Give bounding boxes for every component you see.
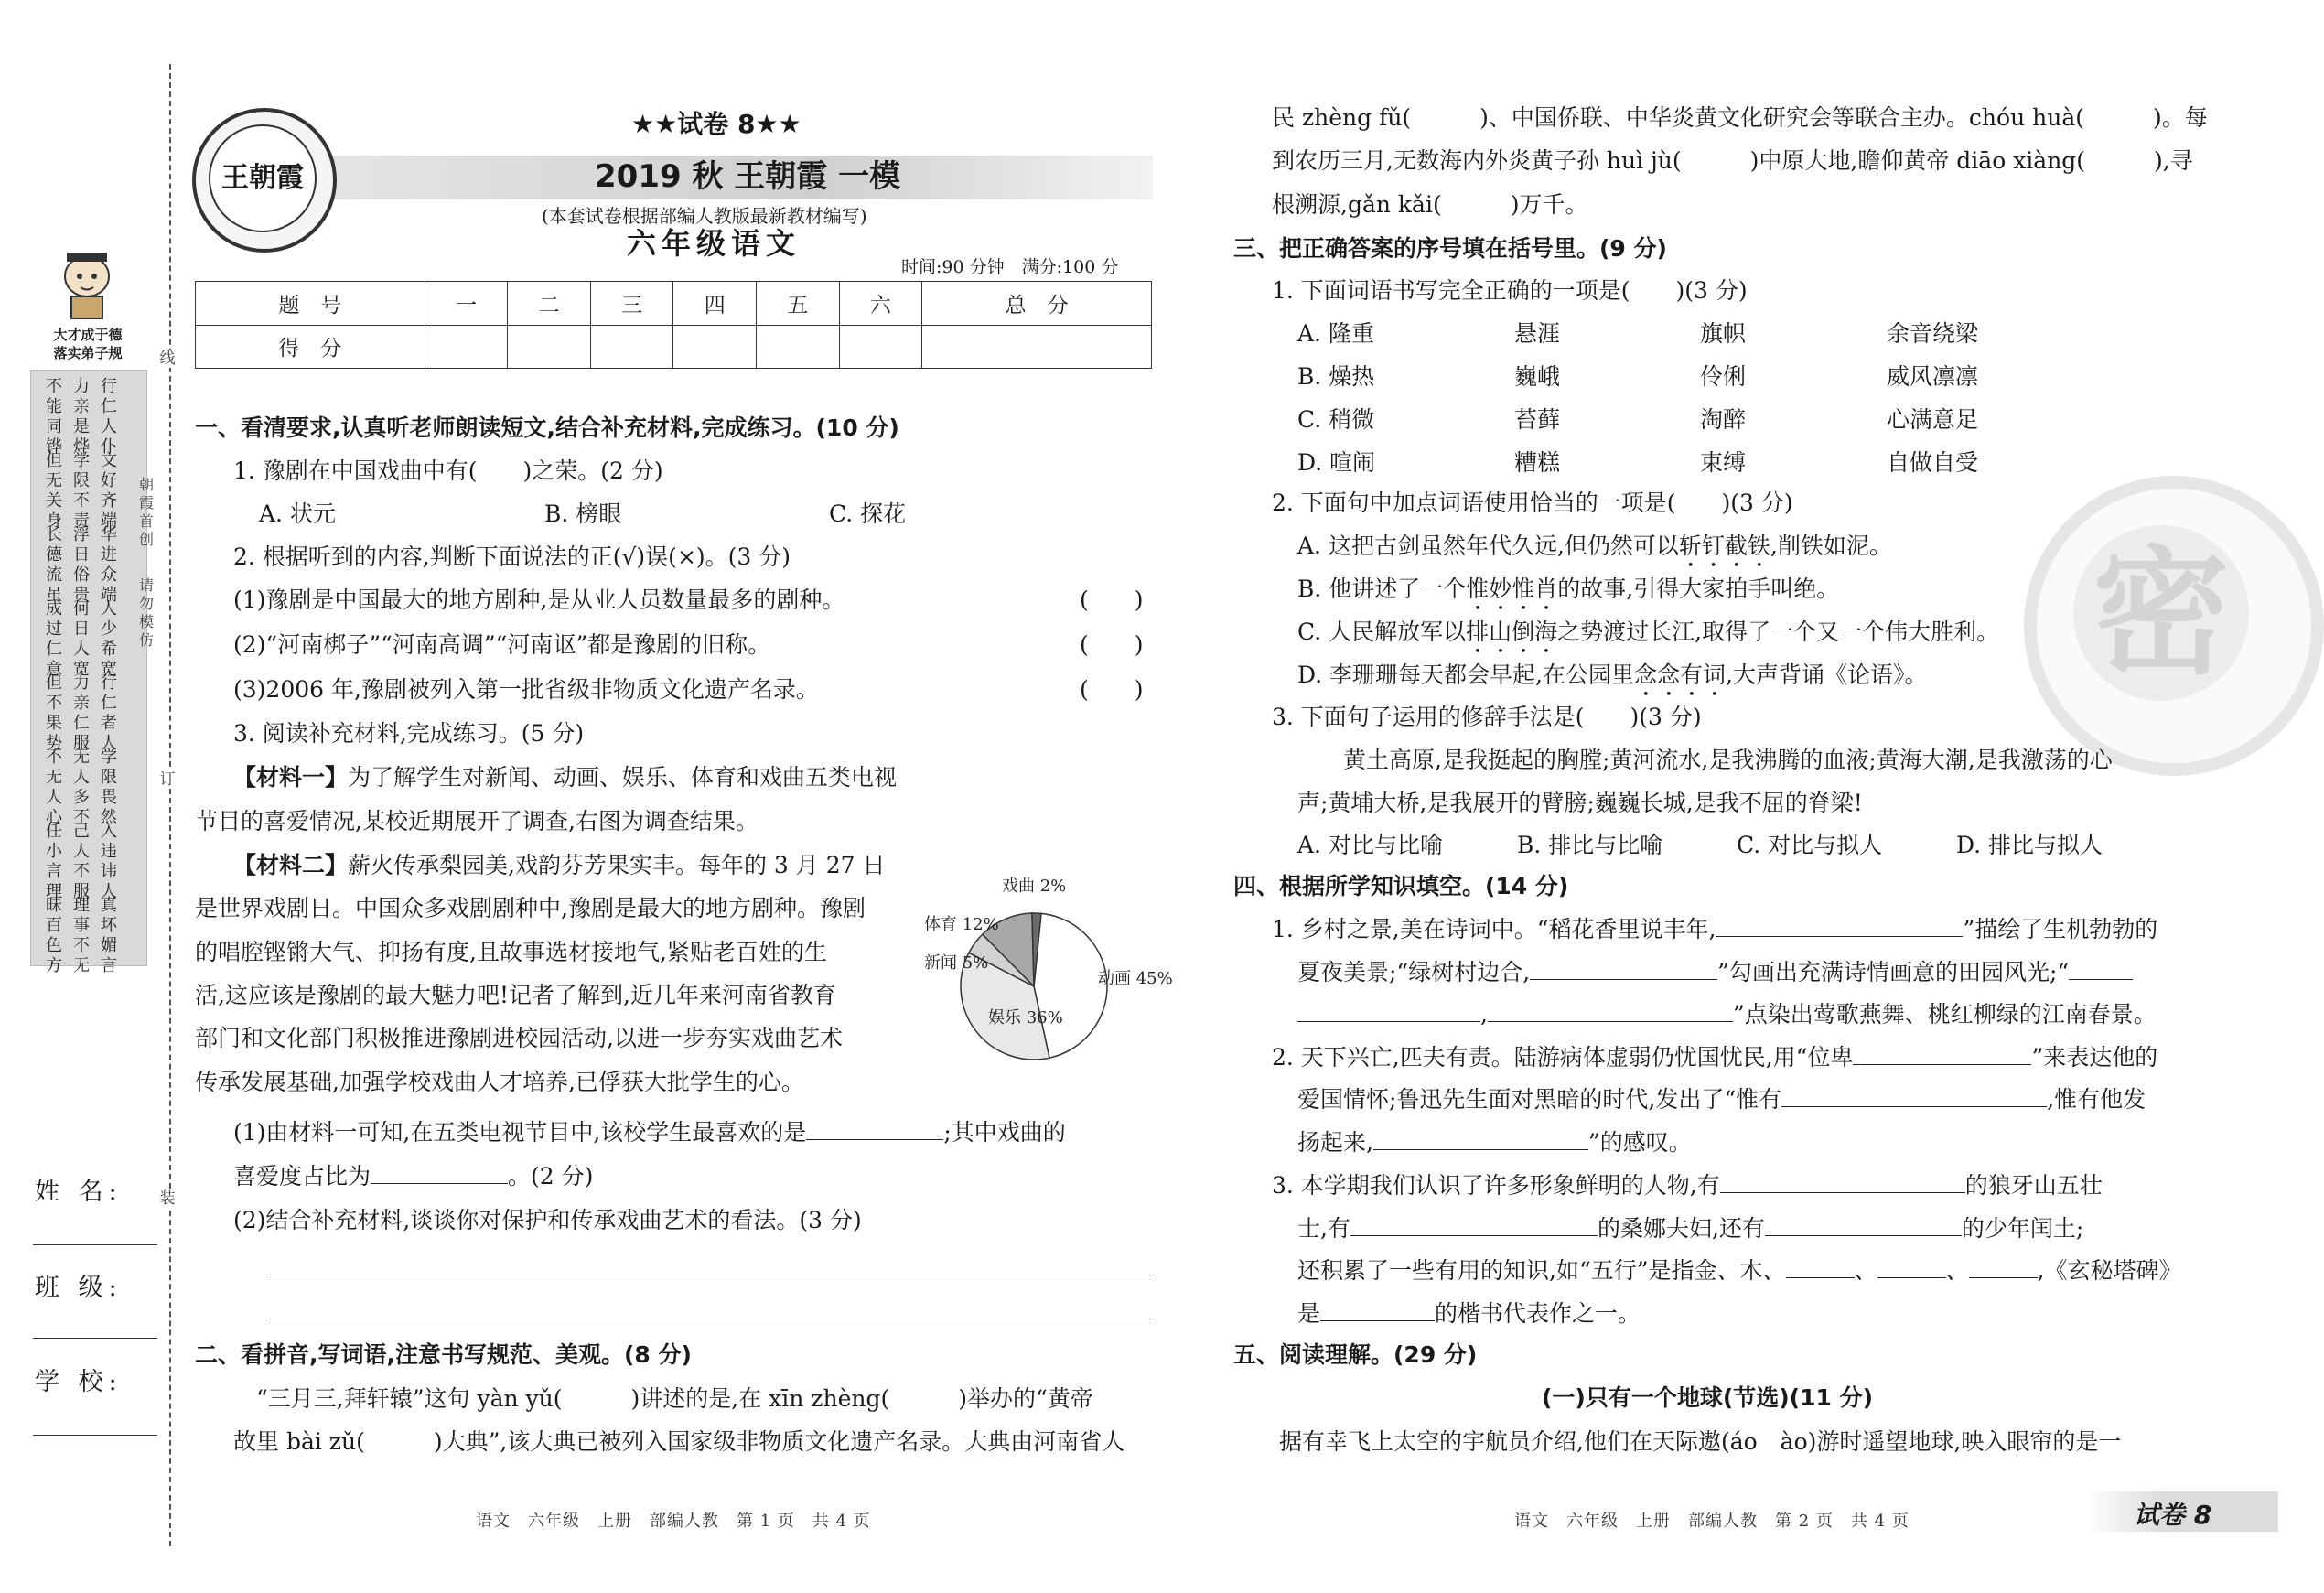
score-input-cell[interactable]	[757, 325, 840, 369]
footer-tag-box	[2086, 1491, 2278, 1532]
s3-q1-option-label[interactable]: B. 燥热	[1297, 363, 1375, 390]
s4-q3-text-g: 、	[1854, 1257, 1877, 1284]
score-header-cell: 六	[839, 282, 922, 326]
name-label: 姓 名:	[35, 1178, 123, 1206]
s3-q2-a-dotted: 斩钉截铁	[1678, 533, 1770, 559]
motto-column: 无 人 多 不	[73, 748, 90, 827]
s3-q1-word: 巍峨	[1514, 363, 1561, 390]
score-input-cell[interactable]	[508, 325, 591, 369]
s1-sub1-text-a: (1)由材料一可知,在五类电视节目中,该校学生最喜欢的是	[233, 1119, 807, 1146]
s5-passage-line1: 据有幸飞上太空的宇航员介绍,他们在天际遨(áo ào)游时遥望地球,映入眼帘的是一	[1279, 1428, 2122, 1455]
s4-q1-blank-5[interactable]	[1488, 1001, 1733, 1022]
score-header-cell: 二	[508, 282, 591, 326]
school-label: 学 校:	[35, 1368, 123, 1396]
s3-q1-word: 悬涯	[1514, 320, 1561, 347]
score-input-cell[interactable]	[922, 325, 1152, 369]
footer-tag: 试卷 8	[2134, 1500, 2212, 1530]
mascot-illustration	[37, 240, 137, 322]
score-table	[195, 281, 1152, 369]
section1-heading: 一、看清要求,认真听老师朗读短文,结合补充材料,完成练习。(10 分)	[195, 414, 899, 441]
class-label: 班 级:	[35, 1274, 123, 1302]
bind-mark-bind: 装	[156, 1189, 179, 1208]
s3-q2-c-post: 之势渡过长江,取得了一个又一个伟大胜利。	[1557, 619, 2000, 645]
s1-sub1-text-d: 。(2 分)	[508, 1163, 594, 1189]
s1-sub1-blank-2[interactable]	[371, 1163, 508, 1184]
motto-column: 但 不 果 势	[46, 673, 62, 753]
s4-q1-line3	[1297, 1000, 2157, 1029]
s4-q2-text-e: 扬起来,	[1297, 1129, 1373, 1156]
side-note-1: 朝霞首创	[138, 476, 154, 548]
s4-q3-line1	[1272, 1171, 2103, 1200]
side-note-2: 请勿模仿	[138, 576, 154, 649]
s1-q1: 1. 豫剧在中国戏曲中有( )之荣。(2 分)	[233, 457, 663, 484]
s4-q3-blank-2[interactable]	[1350, 1215, 1598, 1236]
s4-q2-text-b: ”来表达他的	[2031, 1044, 2158, 1071]
material2-line6: 传承发展基础,加强学校戏曲人才培养,已俘获大批学生的心。	[195, 1069, 804, 1095]
material1-text-1: 为了解学生对新闻、动画、娱乐、体育和戏曲五类电视	[348, 764, 898, 791]
s4-q1-line2	[1297, 958, 2133, 987]
pie-label-4: 戏曲 2%	[1002, 877, 1067, 896]
score-header-cell: 一	[425, 282, 508, 326]
s4-q3-blank-5[interactable]	[1877, 1257, 1946, 1278]
s3-q2: 2. 下面句中加点词语使用恰当的一项是( )(3 分)	[1272, 490, 1793, 516]
s4-q3-text-f: 还积累了一些有用的知识,如“五行”是指金、木、	[1297, 1257, 1786, 1284]
motto-column: 己 人 不 服	[73, 822, 90, 901]
s3-q1-word: 余音绕梁	[1887, 320, 1979, 347]
s2-cont-line1: 民 zhèng fǔ( )、中国侨联、中华炎黄文化研究会等联合主办。chóu huà( )。每	[1272, 104, 2208, 131]
s4-q2-blank-1[interactable]	[1853, 1044, 2031, 1065]
pie-label-1: 娱乐 36%	[988, 1008, 1063, 1028]
s4-q3-text-b: 的狼牙山五壮	[1964, 1172, 2103, 1199]
motto-top-1: 大才成于德	[53, 327, 123, 343]
pie-label-3: 体育 12%	[924, 915, 999, 934]
s1-sub1-blank-1[interactable]	[806, 1119, 943, 1140]
s4-q1-text-f: ”点染出莺歌燕舞、桃红柳绿的江南春景。	[1732, 1001, 2157, 1028]
s1-q3-sub1-line1	[233, 1118, 1066, 1147]
s3-q3-option-d[interactable]: D. 排比与拟人	[1956, 832, 2103, 858]
s3-q1-word: 自做自受	[1887, 449, 1979, 476]
s4-q3-line4	[1297, 1299, 1641, 1329]
material2-line1	[233, 851, 885, 880]
section3-heading: 三、把正确答案的序号填在括号里。(9 分)	[1233, 235, 1667, 262]
motto-column: 不 能 同 铧	[46, 377, 62, 457]
s4-q1-text-a: 1. 乡村之景,美在诗词中。“稻花香里说丰年,	[1272, 916, 1716, 942]
s4-q2-text-d: ,惟有他发	[2047, 1086, 2146, 1113]
material2-tag: 【材料二】	[233, 852, 349, 878]
name-field[interactable]	[33, 1244, 157, 1245]
s4-q3-text-d: 的桑娜夫妇,还有	[1597, 1215, 1765, 1242]
survey-pie-chart	[915, 860, 1173, 1061]
school-field[interactable]	[33, 1435, 157, 1436]
class-field[interactable]	[33, 1338, 157, 1339]
s1-q2-answer-1[interactable]: ( )	[1080, 587, 1144, 613]
score-header-cell: 五	[757, 282, 840, 326]
logo-text: 王朝霞	[209, 124, 317, 232]
motto-column: 入 违 讳 人	[101, 822, 117, 901]
s1-q3-sub1-line2	[233, 1162, 593, 1191]
score-header-cell: 四	[673, 282, 757, 326]
s3-q3-text-2: 声;黄埔大桥,是我展开的臂膀;巍巍长城,是我不屈的脊梁!	[1297, 790, 1863, 816]
s4-q2-text-a: 2. 天下兴亡,匹夫有责。陆游病体虚弱仍忧国忧民,用“位卑	[1272, 1044, 1854, 1071]
bind-mark-line: 线	[156, 350, 179, 368]
s3-q2-option-c[interactable]	[1297, 618, 1999, 659]
score-input-cell[interactable]	[839, 325, 922, 369]
s3-q1-word: 威风凛凛	[1887, 363, 1979, 390]
s3-q1-word: 束缚	[1700, 449, 1747, 476]
footer-page-1: 语文 六年级 上册 部编人教 第 1 页 共 4 页	[476, 1512, 871, 1531]
s4-q3-text-j: 是	[1297, 1300, 1321, 1327]
s4-q1-text-c: 夏夜美景;“绿树村边合,	[1297, 959, 1531, 985]
s3-q1-word: 心满意足	[1887, 406, 1979, 433]
paper-tag: ★★试卷 8★★	[631, 109, 802, 139]
s4-q1-line1	[1272, 915, 2157, 944]
s4-q1-blank-1[interactable]	[1716, 916, 1963, 937]
s4-q3-text-c: 士,有	[1297, 1215, 1350, 1242]
footer-page-2: 语文 六年级 上册 部编人教 第 2 页 共 4 页	[1514, 1512, 1910, 1531]
s1-q2: 2. 根据听到的内容,判断下面说法的正(√)误(×)。(3 分)	[233, 544, 791, 570]
motto-column: 任 小 言 理	[46, 822, 62, 901]
s4-q2-line1	[1272, 1043, 2157, 1072]
watermark-stamp	[2024, 476, 2324, 776]
s4-q3-text-a: 3. 本学期我们认识了许多形象鲜明的人物,有	[1272, 1172, 1720, 1199]
s3-q3-option-a[interactable]: A. 对比与比喻	[1297, 832, 1443, 858]
s3-q1-word: 淘醉	[1700, 406, 1747, 433]
s3-q2-option-b[interactable]	[1297, 575, 1839, 616]
s3-q2-d-post: ,大声背诵《论语》。	[1726, 662, 1928, 688]
s1-q2-item-2: (2)“河南梆子”“河南高调”“河南讴”都是豫剧的旧称。	[233, 631, 771, 658]
s3-q2-d-pre: D. 李珊珊每天都会早起,在公园里	[1297, 662, 1634, 688]
brand-logo	[192, 108, 337, 253]
s4-q2-line2	[1297, 1085, 2146, 1114]
s1-q3-sub2: (2)结合补充材料,谈谈你对保护和传承戏曲艺术的看法。(3 分)	[233, 1207, 862, 1233]
motto-column: 不 无 人 心	[46, 748, 62, 827]
s2-cont-line2: 到农历三月,无数海内外炎黄子孙 huì jù( )中原大地,瞻仰黄帝 diāo xiàng( ),寻	[1272, 147, 2193, 174]
motto-column: 学 限 畏 然	[101, 748, 117, 827]
s1-q2-item-3: (3)2006 年,豫剧被列入第一批省级非物质文化遗产名录。	[233, 676, 819, 703]
s3-q1: 1. 下面词语书写完全正确的一项是( )(3 分)	[1272, 277, 1748, 304]
s4-q1-text-e: ,	[1480, 1001, 1488, 1028]
material2-line2: 是世界戏剧日。中国众多戏剧剧种中,豫剧是最大的地方剧种。豫剧	[195, 895, 866, 921]
s3-q2-b-pre: B. 他讲述了一个	[1297, 576, 1467, 602]
score-input-cell[interactable]	[425, 325, 508, 369]
s3-q1-word: 苔藓	[1514, 406, 1561, 433]
s4-q3-blank-1[interactable]	[1720, 1172, 1965, 1193]
motto-top-2: 落实弟子规	[53, 345, 123, 361]
material1-line1	[233, 763, 897, 792]
s4-q3-blank-6[interactable]	[1969, 1257, 2038, 1278]
s3-q1-word: 伶俐	[1700, 363, 1747, 390]
score-input-cell[interactable]	[673, 325, 757, 369]
score-header-cell: 三	[590, 282, 673, 326]
s4-q1-blank-2[interactable]	[1530, 959, 1717, 980]
s2-line2: 故里 bài zǔ( )大典”,该大典已被列入国家级非物质文化遗产名录。大典由河南省人	[233, 1428, 1125, 1455]
s3-q2-c-pre: C. 人民解放军以	[1297, 619, 1467, 645]
s4-q2-line3	[1297, 1128, 1692, 1157]
s3-q1-option-label[interactable]: D. 喧闹	[1297, 449, 1376, 476]
stamp-char: 密	[2073, 525, 2249, 701]
s1-q2-answer-3[interactable]: ( )	[1080, 676, 1144, 703]
s4-q3-blank-4[interactable]	[1786, 1257, 1855, 1278]
s4-q2-blank-3[interactable]	[1373, 1129, 1588, 1150]
s2-cont-line3: 根溯源,gǎn kǎi( )万千。	[1272, 191, 1588, 218]
subject-title: 六年级语文	[627, 226, 802, 261]
motto-column: 何 日 人 宽	[73, 599, 90, 679]
s3-q2-option-a[interactable]	[1297, 532, 1892, 573]
score-header-cell: 题 号	[196, 282, 425, 326]
s4-q3-text-h: 、	[1945, 1257, 1969, 1284]
s1-q1-option-a[interactable]: A. 状元	[259, 501, 336, 527]
s3-q1-word: 旗帜	[1700, 320, 1747, 347]
s4-q3-blank-3[interactable]	[1765, 1215, 1962, 1236]
motto-column: 行 仁 者 人	[101, 673, 117, 753]
s4-q3-text-e: 的少年闰土;	[1961, 1215, 2084, 1242]
s1-q1-option-b[interactable]: B. 榜眼	[544, 501, 622, 527]
s3-q2-b-post: 的故事,引得大家拍手叫绝。	[1557, 576, 1840, 602]
motto-column: 行 仁 人 仆	[101, 377, 117, 457]
s1-sub1-text-c: 喜爱度占比为	[233, 1163, 371, 1189]
s3-q1-option-label[interactable]: A. 隆重	[1297, 320, 1374, 347]
exam-title: 2019 秋 王朝霞 一模	[595, 158, 901, 195]
s4-q3-text-k: 的楷书代表作之一。	[1435, 1300, 1641, 1327]
motto-column: 华 进 众 端	[101, 525, 117, 605]
material2-line5: 部门和文化部门积极推进豫剧进校园活动,以进一步夯实戏曲艺术	[195, 1025, 843, 1051]
pie-label-2: 新闻 5%	[924, 953, 989, 973]
section4-heading: 四、根据所学知识填空。(14 分)	[1233, 873, 1569, 899]
bind-mark-order: 订	[156, 770, 179, 789]
s3-q1-word: 糟糕	[1514, 449, 1561, 476]
motto-column: 长 德 流 虽	[46, 525, 62, 605]
s4-q2-text-f: ”的感叹。	[1587, 1129, 1692, 1156]
motto-column: 真 坏 媚 言	[101, 896, 117, 975]
material1-line2: 节目的喜爱情况,某校近期展开了调查,右图为调查结果。	[195, 808, 759, 834]
motto-column: 浮 日 俗 贵	[73, 525, 90, 605]
motto-column: 力 亲 是 烨	[73, 377, 90, 457]
motto-column: 但 无 关 身	[46, 451, 62, 531]
motto-column: 文 好 齐 端	[101, 451, 117, 531]
motto-column: 学 限 不 责	[73, 451, 90, 531]
s1-sub1-text-b: ;其中戏曲的	[943, 1119, 1066, 1146]
motto-column: 力 亲 仁 服	[73, 673, 90, 753]
s4-q3-blank-7[interactable]	[1320, 1300, 1435, 1321]
section2-heading: 二、看拼音,写词语,注意书写规范、美观。(8 分)	[195, 1341, 692, 1368]
motto-column: 成 过 仁 意	[46, 599, 62, 679]
section5-heading: 五、阅读理解。(29 分)	[1233, 1341, 1478, 1368]
s3-q2-d-dotted: 念念有词	[1634, 662, 1727, 688]
s3-q3-text-1: 黄土高原,是我挺起的胸膛;黄河流水,是我沸腾的血液;黄海大潮,是我激荡的心	[1343, 747, 2113, 773]
s4-q2-blank-2[interactable]	[1781, 1086, 2047, 1107]
motto-column: 理 事 不 无	[73, 896, 90, 975]
exam-subtitle: (本套试卷根据部编人教版最新教材编写)	[542, 205, 867, 227]
s4-q1-blank-3[interactable]	[2069, 959, 2133, 980]
material2-text-1: 薪火传承梨园美,戏韵芬芳果实丰。每年的 3 月 27 日	[348, 852, 886, 878]
s1-q2-item-1: (1)豫剧是中国最大的地方剧种,是从业人员数量最多的剧种。	[233, 587, 845, 613]
s3-q3-option-b[interactable]: B. 排比与比喻	[1517, 832, 1663, 858]
score-row-label: 得 分	[196, 325, 425, 369]
material2-line4: 活,这应该是豫剧的最大魅力吧!记者了解到,近几年来河南省教育	[195, 982, 836, 1008]
s3-q2-c-dotted: 排山倒海	[1466, 619, 1558, 645]
material1-tag: 【材料一】	[233, 764, 349, 791]
score-header-cell: 总 分	[922, 282, 1152, 326]
s4-q3-line3	[1297, 1256, 2182, 1286]
s1-q2-answer-2[interactable]: ( )	[1080, 631, 1144, 658]
s1-q3: 3. 阅读补充材料,完成练习。(5 分)	[233, 720, 585, 747]
s3-q1-option-label[interactable]: C. 稍微	[1297, 406, 1375, 433]
pie-label-0: 动画 45%	[1098, 969, 1173, 988]
s4-q1-blank-4[interactable]	[1297, 1001, 1480, 1022]
s5-subheading: (一)只有一个地球(节选)(11 分)	[1542, 1384, 1874, 1411]
time-info: 时间:90 分钟 满分:100 分	[901, 257, 1119, 277]
s4-q3-line2	[1297, 1214, 2083, 1243]
material2-line3: 的唱腔铿锵大气、抑扬有度,且故事选材接地气,紧贴老百姓的生	[195, 939, 827, 965]
s3-q2-b-dotted: 惟妙惟肖	[1466, 576, 1558, 602]
s4-q3-text-i: ,《玄秘塔碑》	[2037, 1257, 2182, 1284]
motto-column: 昧 百 色 方	[46, 896, 62, 975]
s4-q1-text-b: ”描绘了生机勃勃的	[1963, 916, 2158, 942]
motto-column: 人 少 希 宽	[101, 599, 117, 679]
s3-q2-a-post: ,削铁如泥。	[1770, 533, 1892, 559]
s2-line1: “三月三,拜轩辕”这句 yàn yǔ( )讲述的是,在 xīn zhèng( )举办的“黄帝	[256, 1385, 1093, 1412]
s3-q2-option-d[interactable]	[1297, 661, 1927, 702]
s3-q3: 3. 下面句子运用的修辞手法是( )(3 分)	[1272, 704, 1702, 730]
s3-q2-a-pre: A. 这把古剑虽然年代久远,但仍然可以	[1297, 533, 1679, 559]
s3-q3-option-c[interactable]: C. 对比与拟人	[1737, 832, 1883, 858]
binding-line	[169, 64, 171, 1546]
s4-q2-text-c: 爱国情怀;鲁迅先生面对黑暗的时代,发出了“惟有	[1297, 1086, 1782, 1113]
score-input-cell[interactable]	[590, 325, 673, 369]
s4-q1-text-d: ”勾画出充满诗情画意的田园风光;“	[1717, 959, 2070, 985]
s1-q1-option-c[interactable]: C. 探花	[829, 501, 907, 527]
